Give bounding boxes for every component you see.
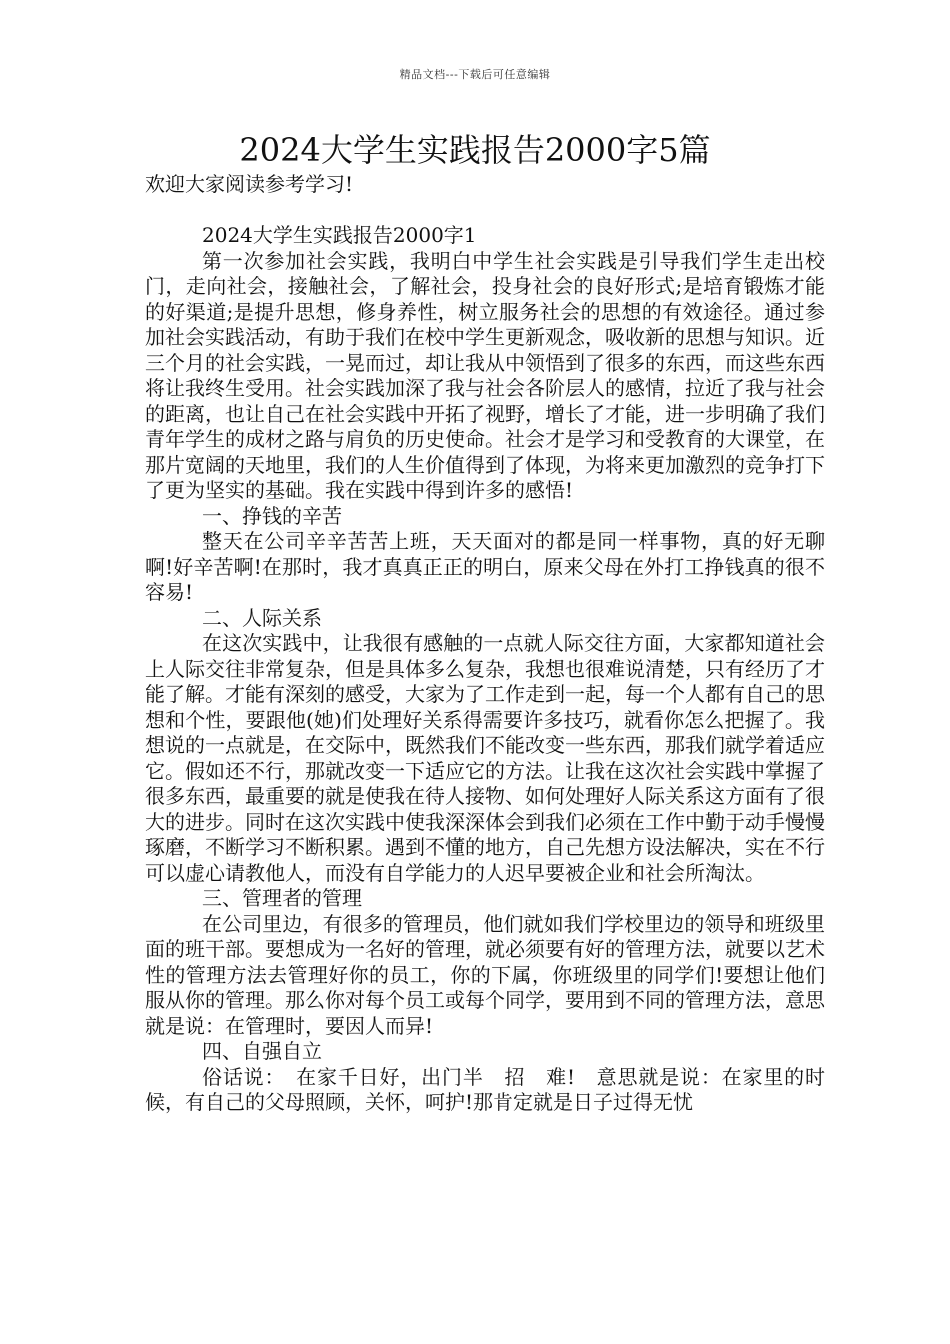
document-title: 2024大学生实践报告2000字5篇 [239, 131, 711, 169]
section-paragraph-1: 整天在公司辛辛苦苦上班，天天面对的都是同一样事物，真的好无聊啊!好辛苦啊!在那时，我才真真正正的明白，原来父母在外打工挣钱真的很不容易! [145, 529, 825, 604]
section-heading-1: 一、挣钱的辛苦 [202, 503, 342, 528]
blank-line [145, 198, 825, 224]
section-heading-4: 四、自强自立 [202, 1039, 322, 1063]
report-subtitle: 2024大学生实践报告2000字1 [202, 223, 477, 247]
welcome-line: 欢迎大家阅读参考学习! [145, 172, 354, 196]
section-paragraph-3: 在公司里边，有很多的管理员，他们就如我们学校里边的领导和班级里面的班干部。要想成为一名好的管理，就必须要有好的管理方法，就要以艺术性的管理方法去管理好你的员工，你的下属，你班级里的同学们!要想让他们服从你的管理。那么你对每个员工或每个同学，要用到不同的管理方法，意思就是说：在管理时，要因人而异! [145, 911, 825, 1038]
section-paragraph-4: 俗话说： 在家千日好，出门半 招 难! 意思就是说：在家里的时候，有自己的父母照顾，关怀，呵护!那肯定就是日子过得无忧 [145, 1064, 825, 1114]
document-body [145, 172, 825, 1116]
intro-paragraph: 第一次参加社会实践，我明白中学生社会实践是引导我们学生走出校门，走向社会，接触社会，了解社会，投身社会的良好形式;是培育锻炼才能的好渠道;是提升思想，修身养性，树立服务社会的思想的有效途径。通过参加社会实践活动，有助于我们在校中学生更新观念，吸收新的思想与知识。近三个月的社会实践，一晃而过，却让我从中领悟到了很多的东西，而这些东西将让我终生受用。社会实践加深了我与社会各阶层人的感情，拉近了我与社会的距离，也让自己在社会实践中开拓了视野，增长了才能，进一步明确了我们青年学生的成材之路与肩负的历史使命。社会才是学习和受教育的大课堂，在那片宽阔的天地里，我们的人生价值得到了体现，为将来更加激烈的竞争打下了更为坚实的基础。我在实践中得到许多的感悟! [145, 248, 825, 502]
page-header: 精品文档---下载后可任意编辑 [399, 68, 551, 81]
section-heading-2: 二、人际关系 [202, 605, 322, 630]
section-heading-3: 三、管理者的管理 [202, 886, 362, 910]
section-paragraph-2: 在这次实践中，让我很有感触的一点就人际交往方面，大家都知道社会上人际交往非常复杂，但是具体多么复杂，我想也很难说清楚，只有经历了才能了解。才能有深刻的感受，大家为了工作走到一起，每一个人都有自己的思想和个性，要跟他(她)们处理好关系得需要许多技巧，就看你怎么把握了。我想说的一点就是，在交际中，既然我们不能改变一些东西，那我们就学着适应它。假如还不行，那就改变一下适应它的方法。让我在这次社会实践中掌握了很多东西，最重要的就是使我在待人接物、如何处理好人际关系这方面有了很大的进步。同时在这次实践中使我深深体会到我们必须在工作中勤于动手慢慢琢磨，不断学习不断积累。遇到不懂的地方，自己先想方设法解决，实在不行可以虚心请教他人，而没有自学能力的人迟早要被企业和社会所淘汰。 [145, 631, 825, 885]
